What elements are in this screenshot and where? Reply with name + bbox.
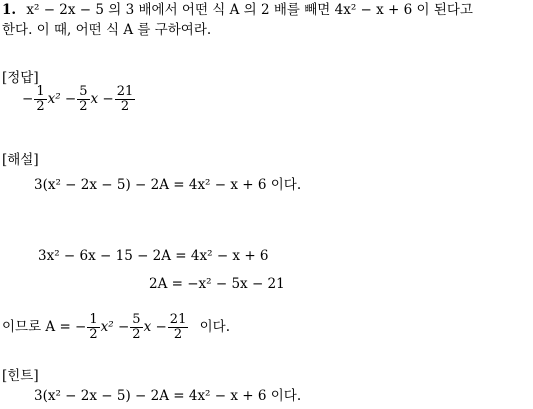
answer-fraction-2 <box>77 85 89 114</box>
answer-term-1: x² − <box>47 91 77 107</box>
conclusion-fraction-3 <box>168 313 189 342</box>
problem-line-1 <box>2 2 473 18</box>
hint-line-1: 3(x² − 2x − 5) − 2A = 4x² − x + 6 이다. <box>34 388 302 404</box>
solution-conclusion <box>2 312 230 342</box>
answer-frac1-num: 1 <box>36 84 45 99</box>
hint-label: [힌트] <box>2 368 39 384</box>
solution-equation-2 <box>38 276 288 292</box>
conclusion-frac3-num: 21 <box>169 312 187 327</box>
answer-frac2-den: 2 <box>79 99 88 114</box>
conclusion-fraction-1 <box>87 313 99 342</box>
conclusion-frac1-num: 1 <box>89 312 98 327</box>
answer-expression <box>22 84 136 114</box>
solution-equation-1: 3x² − 6x − 15 − 2A = 4x² − x + 6 <box>38 248 269 264</box>
solution-equation-2-text: 2A = −x² − 5x − 21 <box>149 276 285 292</box>
answer-sign: − <box>22 91 34 107</box>
answer-fraction-1 <box>34 85 46 114</box>
solution-label: [해설] <box>2 152 39 168</box>
problem-number: 1. <box>2 2 17 18</box>
problem-text-1: x² − 2x − 5 의 3 배에서 어떤 식 A 의 2 배를 빼면 4x² − x + 6 이 된다고 <box>26 2 473 18</box>
solution-line-1: 3(x² − 2x − 5) − 2A = 4x² − x + 6 이다. <box>34 177 302 193</box>
conclusion-mid-2: x − <box>143 319 167 335</box>
answer-frac2-num: 5 <box>79 84 88 99</box>
answer-frac3-den: 2 <box>115 99 136 114</box>
conclusion-prefix: 이므로 A = − <box>2 319 87 335</box>
answer-term-2: x − <box>90 91 114 107</box>
answer-label: [정답] <box>2 70 39 86</box>
answer-frac3-num: 21 <box>116 84 134 99</box>
answer-fraction-3 <box>115 85 136 114</box>
conclusion-frac1-den: 2 <box>89 327 98 342</box>
problem-line-2: 한다. 이 때, 어떤 식 A 를 구하여라. <box>2 22 212 38</box>
conclusion-suffix: 이다. <box>199 319 231 335</box>
conclusion-mid-1: x² − <box>100 319 130 335</box>
conclusion-frac3-den: 2 <box>168 327 189 342</box>
conclusion-frac2-den: 2 <box>132 327 141 342</box>
conclusion-frac2-num: 5 <box>132 312 141 327</box>
answer-frac1-den: 2 <box>36 99 45 114</box>
conclusion-fraction-2 <box>130 313 142 342</box>
